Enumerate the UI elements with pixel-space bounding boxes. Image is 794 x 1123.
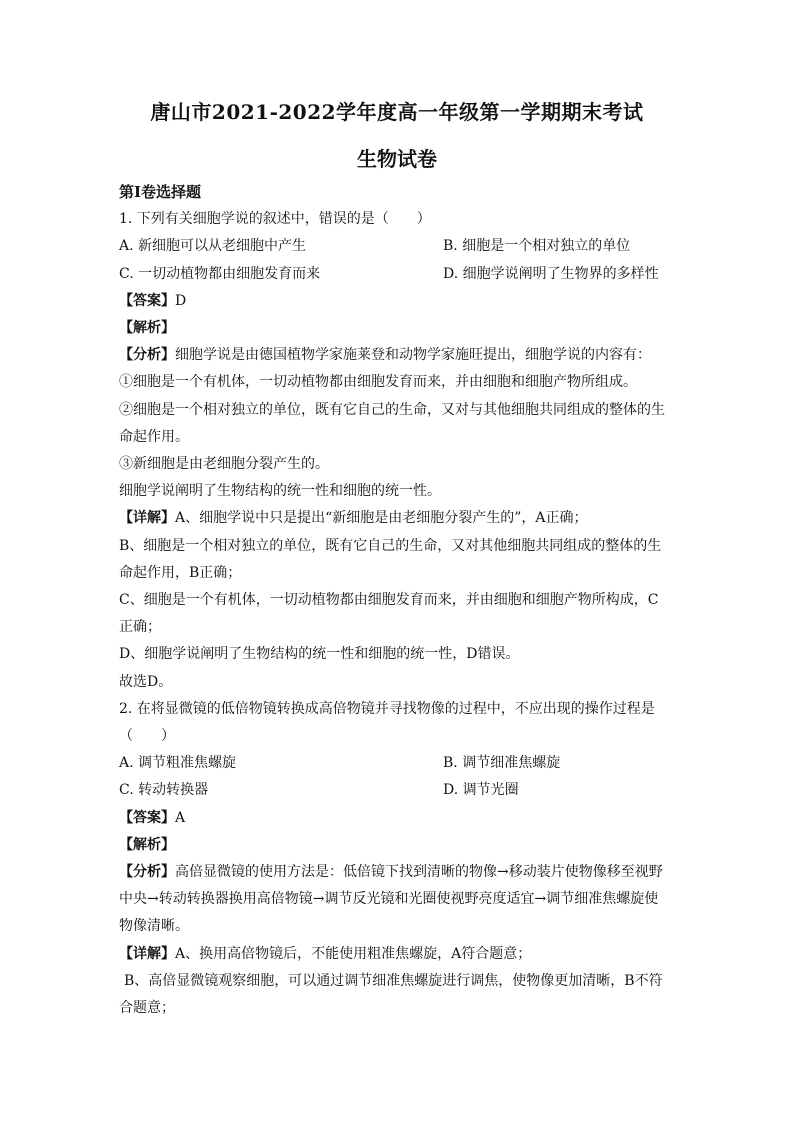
- q1-point-3: ③新细胞是由老细胞分裂产生的。: [119, 456, 329, 473]
- q1-fenxi: [119, 342, 677, 369]
- fenxi-text: 高倍显微镜的使用方法是：低倍镜下找到清晰的物像→移动装片使物像移至视野: [175, 864, 663, 881]
- q1-option-a: A. 新细胞可以从老细胞中产生: [119, 238, 307, 255]
- q1-detail-d: D、细胞学说阐明了生物结构的统一性和细胞的统一性，D错误。: [119, 646, 520, 663]
- q1-detail-a: [119, 505, 677, 532]
- q1-analysis-tag: 【解析】: [119, 320, 175, 337]
- answer-tag: 【答案】: [119, 809, 175, 826]
- xiangjie-tag: 【详解】: [119, 510, 175, 527]
- exam-subtitle: 生物试卷: [357, 147, 437, 171]
- section-heading: 第Ⅰ卷选择题: [119, 183, 202, 201]
- q2-option-d: D. 调节光圈: [443, 782, 519, 799]
- q1-conclusion: 故选D。: [119, 673, 173, 690]
- fenxi-text: 细胞学说是由德国植物学家施莱登和动物学家施旺提出，细胞学说的内容有：: [175, 347, 651, 364]
- q2-fenxi-1: [119, 859, 677, 886]
- q1-detail-c1: C、细胞是一个有机体，一切动植物都由细胞发育而来，并由细胞和细胞产物所构成，C: [119, 592, 659, 609]
- xiangjie-tag: 【详解】: [119, 945, 175, 962]
- q2-option-c: C. 转动转换器: [119, 782, 209, 799]
- q1-stem: 1. 下列有关细胞学说的叙述中，错误的是（ ）: [119, 211, 431, 228]
- q1-options-row-1: [119, 233, 677, 260]
- q2-detail-b2: 合题意；: [119, 1000, 175, 1017]
- fenxi-tag: 【分析】: [119, 347, 175, 364]
- q2-detail-b1: B、高倍显微镜观察细胞，可以通过调节细准焦螺旋进行调焦，使物像更加清晰，B不符: [124, 972, 663, 989]
- q1-point-2a: ②细胞是一个相对独立的单位，既有它自己的生命，又对与其他细胞共同组成的整体的生: [119, 401, 665, 418]
- q2-analysis-tag: 【解析】: [119, 836, 175, 853]
- q1-point-1: ①细胞是一个有机体，一切动植物都由细胞发育而来，并由细胞和细胞产物所组成。: [119, 374, 637, 391]
- q2-stem-a: 2. 在将显微镜的低倍物镜转换成高倍物镜并寻找物像的过程中，不应出现的操作过程是: [119, 700, 655, 717]
- q1-answer: [119, 288, 677, 315]
- q1-detail-b1: B、细胞是一个相对独立的单位，既有它自己的生命，又对其他细胞共同组成的整体的生: [119, 537, 662, 554]
- q1-point-2b: 命起作用。: [119, 428, 189, 445]
- q2-fenxi-3: 物像清晰。: [119, 918, 189, 935]
- document-body: [119, 179, 677, 1022]
- q1-options-row-2: [119, 261, 677, 288]
- q2-options-row-2: [119, 777, 677, 804]
- q2-fenxi-2: 中央→转动转换器换用高倍物镜→调节反光镜和光圈使视野亮度适宜→调节细准焦螺旋使: [119, 891, 659, 908]
- q1-detail-c2: 正确；: [119, 619, 161, 636]
- q1-point-4: 细胞学说阐明了生物结构的统一性和细胞的统一性。: [119, 483, 441, 500]
- q1-option-c: C. 一切动植物都由细胞发育而来: [119, 265, 321, 282]
- q2-option-b: B. 调节细准焦螺旋: [443, 755, 561, 772]
- detail-text: A、换用高倍物镜后，不能使用粗准焦螺旋，A符合题意；: [175, 945, 532, 962]
- detail-text: A、细胞学说中只是提出“新细胞是由老细胞分裂产生的”，A正确；: [175, 510, 588, 527]
- answer-value: A: [175, 809, 186, 826]
- q2-detail-a: [119, 941, 677, 968]
- q2-options-row-1: [119, 750, 677, 777]
- q1-option-d: D. 细胞学说阐明了生物界的多样性: [443, 265, 659, 282]
- q1-detail-b2: 命起作用，B正确；: [119, 564, 242, 581]
- q2-option-a: A. 调节粗准焦螺旋: [119, 755, 237, 772]
- answer-tag: 【答案】: [119, 292, 175, 309]
- fenxi-tag: 【分析】: [119, 864, 175, 881]
- exam-title: 唐山市2021-2022学年度高一年级第一学期期末考试: [150, 100, 644, 124]
- q2-stem-b: （ ）: [119, 728, 175, 745]
- answer-value: D: [175, 292, 187, 309]
- q2-answer: [119, 805, 677, 832]
- q1-option-b: B. 细胞是一个相对独立的单位: [443, 238, 631, 255]
